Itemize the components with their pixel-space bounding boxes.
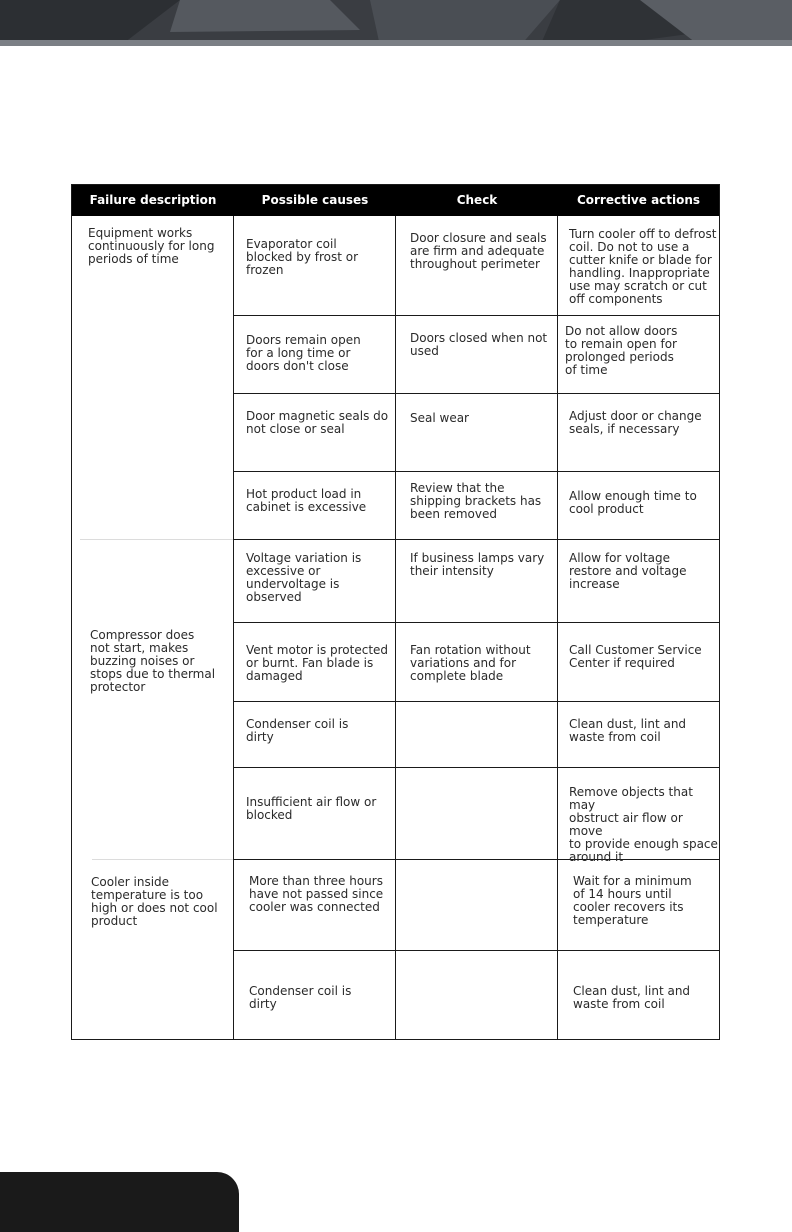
page-footer-tab [0,1172,239,1232]
row-divider [233,393,719,394]
column-divider [395,216,396,1040]
check-item: Fan rotation without variations and for complete blade [410,643,531,683]
possible-cause: Door magnetic seals do not close or seal [246,409,389,436]
column-divider [233,216,234,1040]
possible-cause: Evaporator coil blocked by frost or frozen [246,237,359,277]
check-item: If business lamps vary their intensity [410,551,545,578]
corrective-action: Clean dust, lint and waste from coil [573,984,691,1011]
possible-cause: Doors remain open for a long time or doors don't close [246,333,361,373]
possible-cause: Hot product load in cabinet is excessive [246,487,367,514]
corrective-action: Do not allow doors to remain open for prolonged periods of time [565,324,678,377]
banner-graphic [0,0,792,46]
header-corrective-actions: Corrective actions [576,193,701,207]
possible-cause: Condenser coil is dirty [246,717,349,744]
row-divider [233,315,719,316]
column-divider [557,216,558,1040]
table-header-row [72,185,719,216]
check-item: Doors closed when not used [410,331,548,358]
row-divider [233,767,719,768]
check-item: Door closure and seals are firm and adequate throughout perimeter [410,231,547,271]
corrective-action: Wait for a minimum of 14 hours until cooler recovers its temperature [573,874,692,927]
row-divider [233,471,719,472]
group-divider [92,859,233,860]
failure-description: Equipment works continuously for long periods of time [88,226,215,266]
possible-cause: Insufficient air flow or blocked [246,795,377,822]
header-banner [0,0,792,46]
corrective-action: Clean dust, lint and waste from coil [569,717,687,744]
row-divider [233,622,719,623]
row-divider [233,950,719,951]
header-possible-causes: Possible causes [261,193,369,207]
corrective-action: Adjust door or change seals, if necessary [569,409,702,436]
corrective-action: Remove objects that may obstruct air flow or move to provide enough space around it [569,785,718,864]
header-failure-description: Failure description [89,193,217,207]
corrective-action: Allow enough time to cool product [569,489,697,516]
row-divider [233,539,719,540]
possible-cause: Voltage variation is excessive or undervoltage is observed [246,551,362,604]
corrective-action: Turn cooler off to defrost coil. Do not to use a cutter knife or blade for handling. Inappropriate use may scratch or cut off components [569,227,717,306]
check-item: Review that the shipping brackets has been removed [410,481,542,521]
corrective-action: Call Customer Service Center if required [569,643,702,670]
troubleshooting-table [71,184,720,1040]
group-divider [80,539,233,540]
corrective-action: Allow for voltage restore and voltage increase [569,551,687,591]
possible-cause: Condenser coil is dirty [249,984,352,1011]
possible-cause: Vent motor is protected or burnt. Fan blade is damaged [246,643,389,683]
header-check: Check [456,193,498,207]
row-divider [233,701,719,702]
failure-description: Compressor does not start, makes buzzing noises or stops due to thermal protector [90,628,216,694]
failure-description: Cooler inside temperature is too high or does not cool product [91,875,218,928]
check-item: Seal wear [410,411,469,425]
possible-cause: More than three hours have not passed since cooler was connected [249,874,384,914]
